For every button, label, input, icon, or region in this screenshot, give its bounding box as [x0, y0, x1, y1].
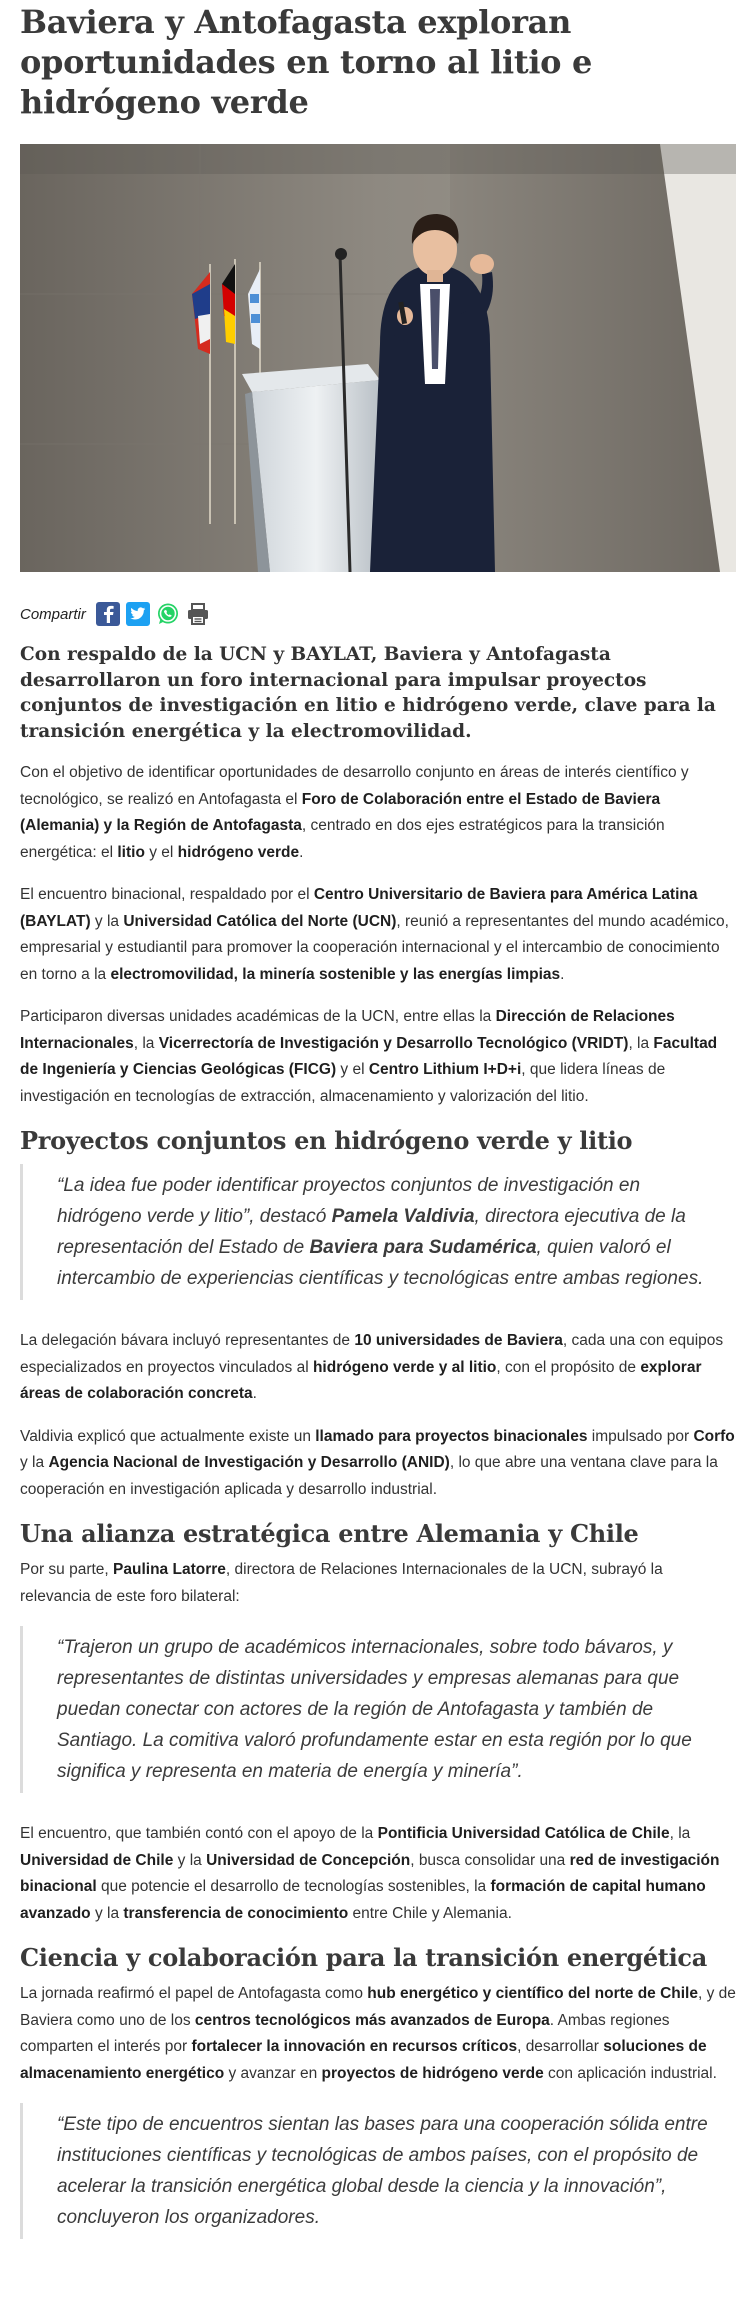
article [0, 2, 756, 2239]
paragraph-latorre: Por su parte, Paulina Latorre, directora de Relaciones Internacionales de la UCN, subrayó la relevancia de este foro bilateral: [20, 1561, 663, 1605]
whatsapp-icon[interactable] [156, 602, 180, 626]
print-icon[interactable] [186, 602, 210, 626]
facebook-icon[interactable] [96, 602, 120, 626]
quote-valdivia: “La idea fue poder identificar proyectos conjuntos de investigación en hidrógeno verde y litio”, destacó Pamela Valdivia, directora ejecutiva de la representación del Estado de Baviera para Sudamérica, quien valoró el intercambio de experiencias científicas y tecnológicas entre ambas regiones. [20, 1164, 736, 1300]
section-heading-proyectos: Proyectos conjuntos en hidrógeno verde y litio [20, 1126, 633, 1155]
quote-organizadores: “Este tipo de encuentros sientan las bases para una cooperación sólida entre instituciones científicas y tecnológicas de ambos países, con el propósito de acelerar la transición energética global desde la ciencia y la innovación”, concluyeron los organizadores. [20, 2103, 736, 2239]
paragraph-unidades: Participaron diversas unidades académicas de la UCN, entre ellas la Dirección de Relaciones Internacionales, la Vicerrectoría de Investigación y Desarrollo Tecnológico (VRIDT), la Facultad de Ingeniería y Ciencias Geológicas (FICG) y el Centro Lithium I+D+i, que lidera líneas de investigación en tecnologías de extracción, almacenamiento y valorización del litio. [20, 1008, 718, 1105]
share-bar [20, 600, 736, 628]
paragraph-delegacion: La delegación bávara incluyó representantes de 10 universidades de Baviera, cada una con equipos especializados en proyectos vinculados al hidrógeno verde y al litio, con el propósito de explorar áreas de colaboración concreta. [20, 1332, 724, 1402]
hero-image [20, 144, 736, 572]
paragraph-red-investigacion: El encuentro, que también contó con el apoyo de la Pontificia Universidad Católica de Chile, la Universidad de Chile y la Universidad de Concepción, busca consolidar una red de investigación binacional que potencie el desarrollo de tecnologías sostenibles, la formación de capital humano avanzado y la transferencia de conocimiento entre Chile y Alemania. [20, 1825, 720, 1922]
share-label: Compartir [20, 605, 86, 623]
quote-latorre: “Trajeron un grupo de académicos internacionales, sobre todo bávaros, y representantes de distintas universidades y empresas alemanas para que puedan conectar con actores de la región de Antofagasta y también de Santiago. La comitiva valoró profundamente estar en esta región por lo que significa y representa en materia de energía y minería”. [20, 1626, 736, 1793]
paragraph-objetivo: Con el objetivo de identificar oportunidades de desarrollo conjunto en áreas de interés científico y tecnológico, se realizó en Antofagasta el Foro de Colaboración entre el Estado de Baviera (Alemania) y la Región de Antofagasta, centrado en dos ejes estratégicos para la transición energética: el litio y el hidrógeno verde. [20, 764, 689, 861]
section-heading-ciencia: Ciencia y colaboración para la transición energética [20, 1943, 707, 1972]
twitter-icon[interactable] [126, 602, 150, 626]
section-heading-alianza: Una alianza estratégica entre Alemania y Chile [20, 1519, 639, 1548]
article-title: Baviera y Antofagasta exploran oportunidades en torno al litio e hidrógeno verde [20, 3, 593, 121]
paragraph-llamado: Valdivia explicó que actualmente existe un llamado para proyectos binacionales impulsado por Corfo y la Agencia Nacional de Investigación y Desarrollo (ANID), lo que abre una ventana clave para la cooperación en investigación aplicada y desarrollo industrial. [20, 1427, 735, 1498]
article-lead: Con respaldo de la UCN y BAYLAT, Baviera y Antofagasta desarrollaron un foro internacional para impulsar proyectos conjuntos de investigación en litio e hidrógeno verde, clave para la transición energética y la electromovilidad. [20, 644, 716, 742]
paragraph-jornada: La jornada reafirmó el papel de Antofagasta como hub energético y científico del norte de Chile, y de Baviera como uno de los centros tecnológicos más avanzados de Europa. Ambas regiones comparten el interés por fortalecer la innovación en recursos críticos, desarrollar soluciones de almacenamiento energético y avanzar en proyectos de hidrógeno verde con aplicación industrial. [20, 1985, 736, 2082]
paragraph-encuentro: El encuentro binacional, respaldado por el Centro Universitario de Baviera para América Latina (BAYLAT) y la Universidad Católica del Norte (UCN), reunió a representantes del mundo académico, empresarial y estudiantil para promover la cooperación internacional y el intercambio de conocimiento en torno a la electromovilidad, la minería sostenible y las energías limpias. [20, 886, 729, 983]
